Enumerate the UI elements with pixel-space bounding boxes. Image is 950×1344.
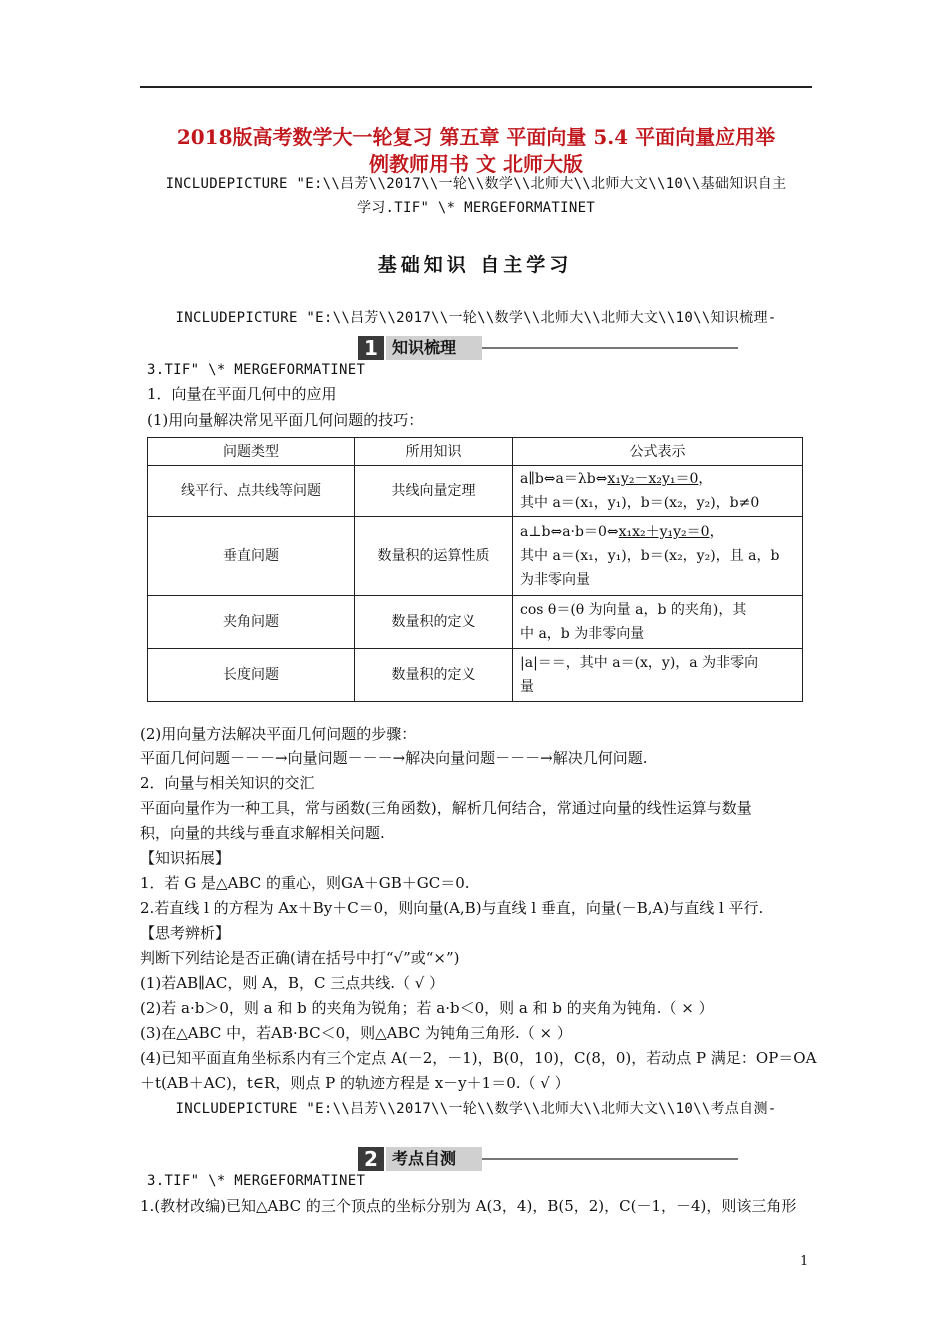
paragraph: (3)在△ABC 中，若AB·BC＜0，则△ABC 为钝角三角形.（ × ） [140,1024,572,1042]
document-title-line-2: 例教师用书 文 北师大版 [369,152,583,176]
table-cell [513,517,803,596]
banner-number: 1 [358,336,384,360]
formula-text: cos θ＝(θ 为向量 a，b 的夹角)，其 [520,602,747,618]
paragraph: 1．若 G 是△ABC 的重心，则GA＋GB＋GC＝0. [140,874,470,892]
formula-text: a∥b⇔a＝λb⇔ [520,471,608,487]
paragraph: (2)用向量方法解决平面几何问题的步骤： [140,725,417,743]
table-header-row [148,438,803,466]
table-cell: 共线向量定理 [355,466,513,517]
paragraph: (1)若AB∥AC，则 A，B，C 三点共线.（ √ ） [140,974,445,992]
table-row [148,596,803,649]
self-test-banner [358,1147,738,1171]
paragraph: ＋t(AB＋AC)，t∈R，则点 P 的轨迹方程是 x－y＋1＝0.（ √ ） [140,1074,570,1092]
page-number: 1 [800,1254,809,1269]
table-header: 公式表示 [513,438,803,466]
paragraph: 平面向量作为一种工具，常与函数(三角函数)，解析几何结合，常通过向量的线性运算与数量 [140,799,752,817]
banner-line [482,1158,738,1160]
table-row [148,517,803,596]
paragraph: 2．向量与相关知识的交汇 [140,774,315,792]
formula-underlined: x₁y₂－x₂y₁＝0 [607,471,699,487]
table-cell [513,649,803,702]
banner-label: 考点自测 [386,1147,482,1171]
paragraph: 1．向量在平面几何中的应用 [147,385,337,403]
formula-underlined: x₁x₂＋y₁y₂＝0 [618,524,710,540]
paragraph: (1)用向量解决常见平面几何问题的技巧： [147,411,424,429]
table-header: 所用知识 [355,438,513,466]
paragraph: 平面几何问题－－－→向量问题－－－→解决向量问题－－－→解决几何问题. [140,749,648,767]
table-cell: 数量积的定义 [355,649,513,702]
paragraph: 1.(教材改编)已知△ABC 的三个顶点的坐标分别为 A(3，4)，B(5，2)，C(－1，－4)，则该三角形 [140,1197,797,1215]
formula-text: 中 a，b 为非零向量 [520,626,645,642]
paragraph: 【知识拓展】 [140,849,231,867]
table-cell: 垂直问题 [148,517,355,596]
paragraph: (2)若 a·b＞0，则 a 和 b 的夹角为锐角；若 a·b＜0，则 a 和 b 的夹角为钝角.（ × ） [140,999,714,1017]
table-cell: 数量积的定义 [355,596,513,649]
banner-line [482,347,738,349]
paragraph: 判断下列结论是否正确(请在括号中打“√”或“×”) [140,949,460,967]
field-code-3a: INCLUDEPICTURE "E:\\吕芳\\2017\\一轮\\数学\\北师大\\北师大文\\10\\考点自测- [175,1101,777,1117]
field-code-2a: INCLUDEPICTURE "E:\\吕芳\\2017\\一轮\\数学\\北师大\\北师大文\\10\\知识梳理- [175,310,777,326]
field-code-2b: 3.TIF" \* MERGEFORMATINET [147,362,366,378]
paragraph: 【思考辨析】 [140,924,231,942]
table-row [148,466,803,517]
knowledge-table [147,437,803,702]
table-cell: 夹角问题 [148,596,355,649]
paragraph: (4)已知平面直角坐标系内有三个定点 A(－2，－1)，B(0，10)，C(8，0)，若动点 P 满足：OP＝OA [140,1049,817,1067]
paragraph: 积，向量的共线与垂直求解相关问题. [140,824,385,842]
formula-text: ， [698,471,713,487]
table-cell [513,466,803,517]
formula-text: ， [709,524,724,540]
field-code-1a: INCLUDEPICTURE "E:\\吕芳\\2017\\一轮\\数学\\北师大\\北师大文\\10\\基础知识自主 [165,176,787,192]
formula-text: 量 [520,679,534,695]
knowledge-banner [358,336,738,360]
formula-text: 其中 a＝(x₁，y₁)，b＝(x₂，y₂)，b≠0 [520,495,760,511]
formula-text: |a|＝＝，其中 a＝(x，y)，a 为非零向 [520,655,759,671]
banner-number: 2 [358,1147,384,1171]
formula-text: 其中 a＝(x₁，y₁)，b＝(x₂，y₂)，且 a，b [520,548,780,564]
table-cell: 数量积的运算性质 [355,517,513,596]
formula-text: a⊥b⇔a·b＝0⇔ [520,524,619,540]
table-row [148,649,803,702]
table-cell: 长度问题 [148,649,355,702]
document-title-line-1: 2018版高考数学大一轮复习 第五章 平面向量 5.4 平面向量应用举 [176,125,776,149]
table-cell: 线平行、点共线等问题 [148,466,355,517]
table-header: 问题类型 [148,438,355,466]
banner-label: 知识梳理 [386,336,482,360]
formula-text: 为非零向量 [520,572,590,588]
section-title: 基础知识 自主学习 [377,254,573,276]
header-rule [140,86,812,88]
field-code-1b: 学习.TIF" \* MERGEFORMATINET [356,200,596,216]
field-code-3b: 3.TIF" \* MERGEFORMATINET [147,1173,366,1189]
paragraph: 2.若直线 l 的方程为 Ax＋By＋C＝0，则向量(A,B)与直线 l 垂直，向量(－B,A)与直线 l 平行. [140,899,764,917]
table-cell [513,596,803,649]
